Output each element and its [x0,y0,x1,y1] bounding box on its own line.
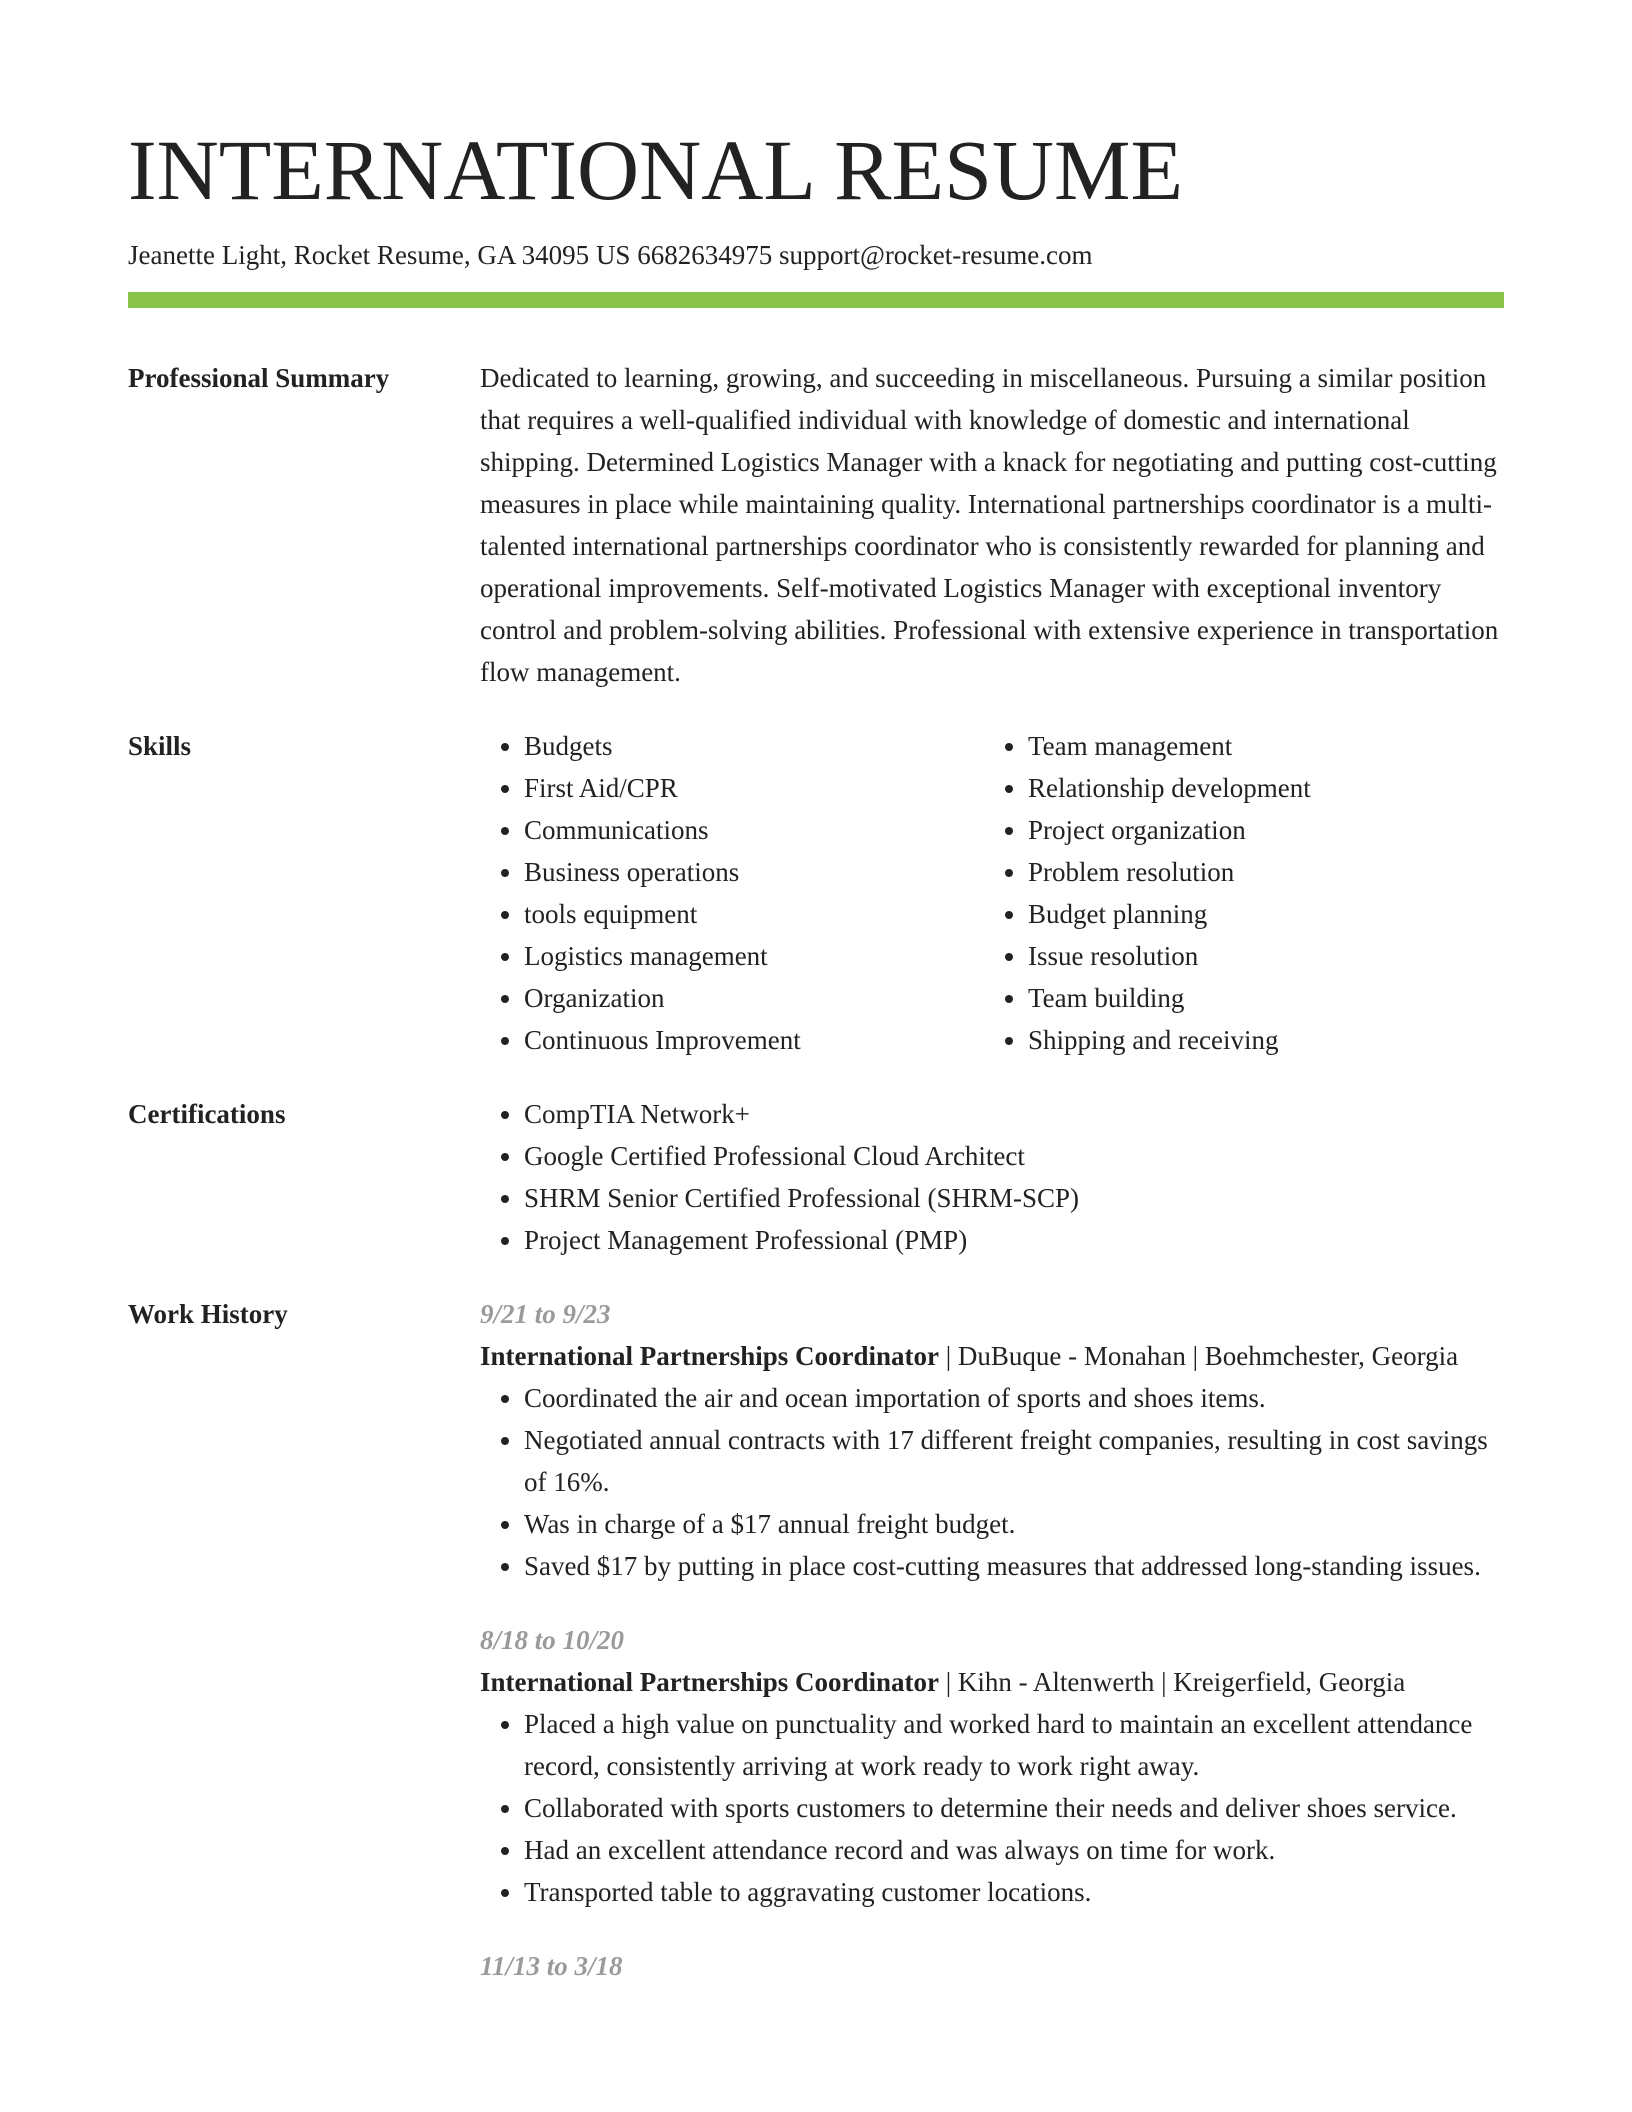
section-label-skills: Skills [128,731,192,761]
job-dates: 9/21 to 9/23 [480,1299,611,1329]
contact-city: Rocket Resume [293,240,464,270]
certifications-list [480,1093,1504,1261]
job-entry [480,1293,1504,1587]
header-divider [128,292,1504,308]
job-heading: International Partnerships Coordinator | Kihn - Altenwerth | Kreigerfield, Georgia [480,1667,1406,1697]
section-label-summary: Professional Summary [128,363,390,393]
certification-item: • Google Certified Professional Cloud Architect [524,1135,1504,1177]
job-duty: • Negotiated annual contracts with 17 different freight companies, resulting in cost savings of 16%. [524,1419,1504,1503]
certifications-body [480,1093,1504,1261]
skill-item: • First Aid/CPR [524,767,984,809]
skill-item: • Organization [524,977,984,1019]
job-location: Boehmchester, Georgia [1204,1341,1459,1371]
skills-column-right [984,725,1488,1061]
summary-text: Dedicated to learning, growing, and succeeding in miscellaneous. Pursuing a similar position that requires a well-qualified individual with knowledge of domestic and international shipping. Determined Logistics Manager with a knack for negotiating and putting cost-cutting measures in place while maintaining quality. International partnerships coordinator is a multi-talented international partnerships coordinator who is consistently rewarded for planning and operational improvements. Self-motivated Logistics Manager with exceptional inventory control and problem-solving abilities. Professional with extensive experience in transportation flow management. [480,363,1499,687]
job-company: Kihn - Altenwerth [957,1667,1155,1697]
skill-item: • Project organization [1028,809,1488,851]
job-title: International Partnerships Coordinator [480,1341,939,1371]
certifications-section [128,1093,1504,1261]
skill-item: • Continuous Improvement [524,1019,984,1061]
skills-list-right [984,725,1488,1061]
resume-title: INTERNATIONAL RESUME [128,122,1184,218]
job-duty: • Was in charge of a $17 annual freight budget. [524,1503,1504,1545]
skill-item: • Relationship development [1028,767,1488,809]
work-history-section [128,1293,1504,2019]
job-dates: 11/13 to 3/18 [480,1951,623,1981]
skill-item: • Budget planning [1028,893,1488,935]
job-title: International Partnerships Coordinator [480,1667,939,1697]
skills-columns [480,725,1504,1061]
job-duties-list [480,1703,1504,1913]
job-entry [480,1619,1504,1913]
job-company: DuBuque - Monahan [957,1341,1186,1371]
resume-page [128,0,1504,2019]
job-duty: • Saved $17 by putting in place cost-cutting measures that addressed long-standing issues. [524,1545,1504,1587]
section-label-certifications: Certifications [128,1099,286,1129]
certification-item: • Project Management Professional (PMP) [524,1219,1504,1261]
contact-name: Jeanette Light [128,240,281,270]
job-location: Kreigerfield, Georgia [1173,1667,1406,1697]
job-entry [480,1945,1504,1987]
skill-item: • Business operations [524,851,984,893]
skills-column-left [480,725,984,1061]
skill-item: • tools equipment [524,893,984,935]
contact-line: Jeanette Light, Rocket Resume, GA 34095 US 6682634975 support@rocket-resume.com [128,240,1093,270]
job-duty: • Transported table to aggravating customer locations. [524,1871,1504,1913]
job-duty: • Coordinated the air and ocean importation of sports and shoes items. [524,1377,1504,1419]
job-duty: • Had an excellent attendance record and was always on time for work. [524,1829,1504,1871]
skill-item: • Communications [524,809,984,851]
skill-item: • Budgets [524,725,984,767]
skills-section [128,725,1504,1061]
job-duty: • Collaborated with sports customers to determine their needs and deliver shoes service. [524,1787,1504,1829]
certification-item: • SHRM Senior Certified Professional (SHRM-SCP) [524,1177,1504,1219]
skill-item: • Team building [1028,977,1488,1019]
skill-item: • Problem resolution [1028,851,1488,893]
skill-item: • Shipping and receiving [1028,1019,1488,1061]
section-label-work-history: Work History [128,1299,288,1329]
professional-summary-section [128,357,1504,693]
contact-country: US [595,240,631,270]
contact-phone: 6682634975 [637,240,773,270]
job-heading: International Partnerships Coordinator | DuBuque - Monahan | Boehmchester, Georgia [480,1341,1459,1371]
skills-list-left [480,725,984,1061]
skill-item: • Team management [1028,725,1488,767]
work-history-body [480,1293,1504,2019]
job-dates: 8/18 to 10/20 [480,1625,625,1655]
skill-item: • Issue resolution [1028,935,1488,977]
contact-email: support@rocket-resume.com [778,240,1093,270]
contact-state-zip: GA 34095 [477,240,590,270]
job-duty: • Placed a high value on punctuality and worked hard to maintain an excellent attendance record, consistently arriving at work ready to work right away. [524,1703,1504,1787]
skill-item: • Logistics management [524,935,984,977]
certification-item: • CompTIA Network+ [524,1093,1504,1135]
job-duties-list [480,1377,1504,1587]
